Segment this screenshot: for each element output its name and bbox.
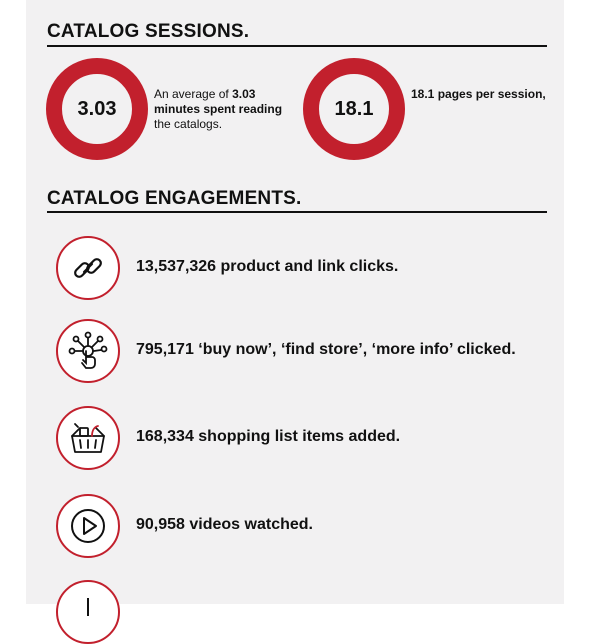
pages-description <box>411 87 561 102</box>
minutes-text-prefix: An average of <box>154 87 233 101</box>
engagement-label: 90,958 videos watched. <box>136 516 313 533</box>
minutes-ring <box>46 58 148 160</box>
link-icon <box>56 236 120 300</box>
engagements-heading: CATALOG ENGAGEMENTS. <box>47 188 302 209</box>
engagements-divider <box>47 211 547 213</box>
minutes-text-bold: 3.03 minutes spent reading <box>154 87 283 116</box>
engagement-label: 13,537,326 product and link clicks. <box>136 258 399 275</box>
sessions-heading: CATALOG SESSIONS. <box>47 21 250 42</box>
engagement-item-videos <box>56 494 556 558</box>
play-icon <box>56 494 120 558</box>
engagement-label: 795,171 ‘buy now’, ‘find store’, ‘more info’ clicked. <box>136 341 516 358</box>
engagement-item-link-clicks <box>56 236 556 300</box>
engagement-item-shopping-list <box>56 406 556 470</box>
click-hand-icon <box>56 319 120 383</box>
engagement-label: 168,334 shopping list items added. <box>136 428 401 445</box>
engagement-item-partial <box>56 580 556 644</box>
shopping-basket-icon <box>56 406 120 470</box>
sessions-divider <box>47 45 547 47</box>
pages-value: 18.1 <box>334 97 374 120</box>
minutes-text-suffix: the catalogs. <box>154 117 223 131</box>
pages-text-bold: 18.1 pages per session, <box>411 87 546 101</box>
pages-ring <box>303 58 405 160</box>
minutes-value: 3.03 <box>77 97 117 120</box>
download-icon <box>56 580 120 644</box>
minutes-description <box>154 87 304 132</box>
engagement-item-buy-clicks <box>56 319 556 383</box>
